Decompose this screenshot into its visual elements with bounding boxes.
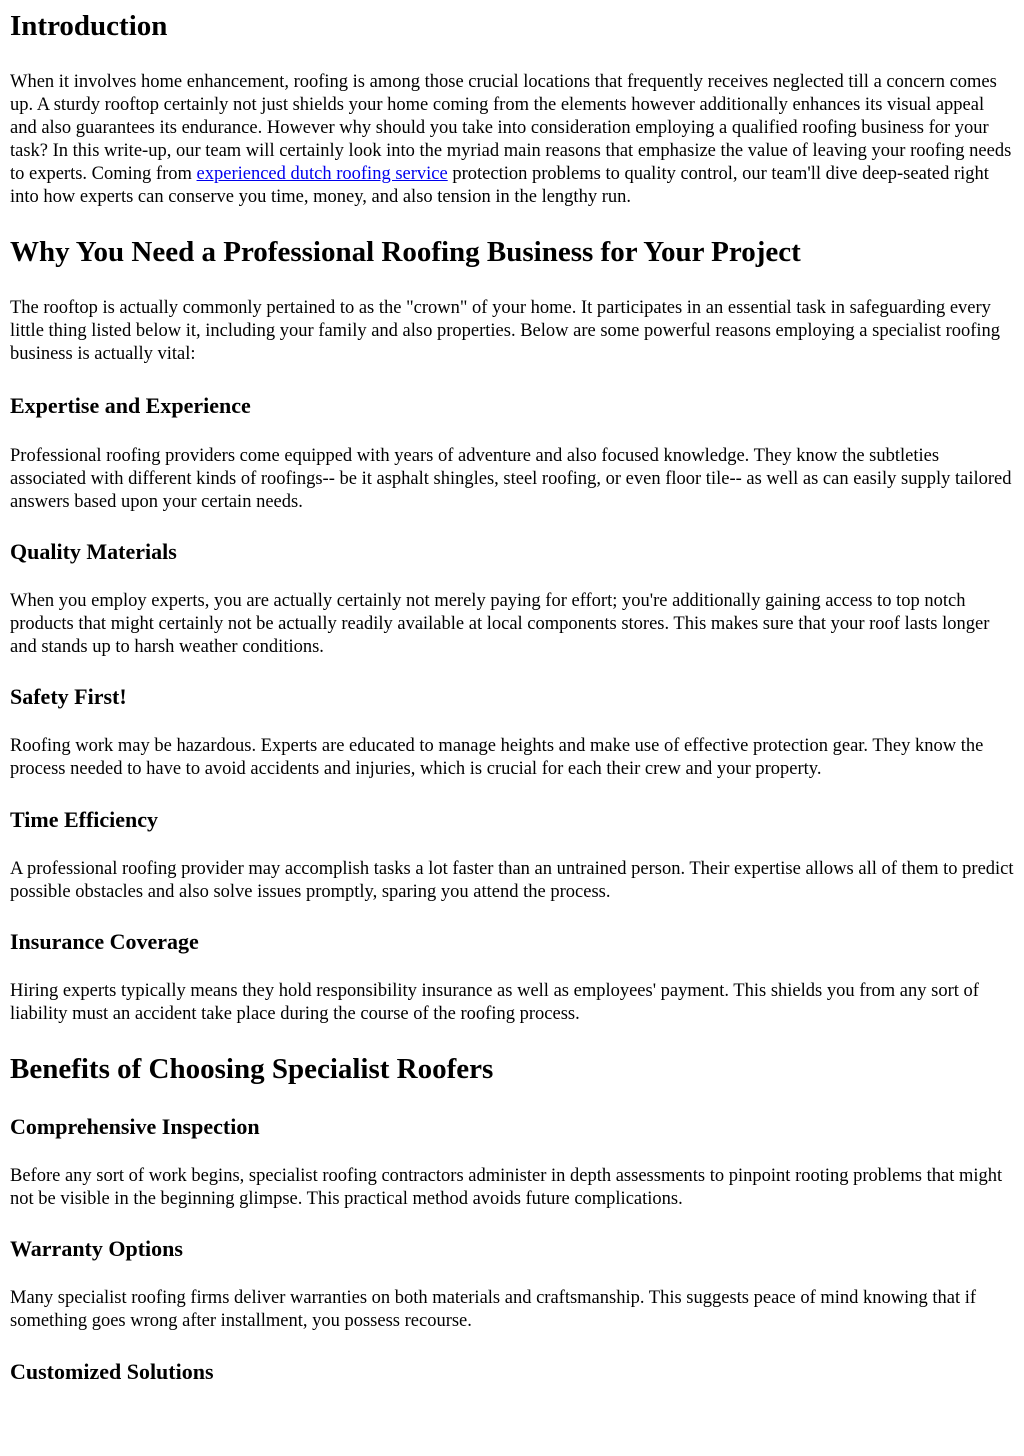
- paragraph-safety-first: Roofing work may be hazardous. Experts are educated to manage heights and make use of effective protection gear. They know the process needed to have to avoid accidents and injuries, which is crucial for each their crew and your property.: [10, 736, 984, 779]
- paragraph-time-efficiency: A professional roofing provider may accomplish tasks a lot faster than an untrained person. Their expertise allows all of them to predict possible obstacles and also solve issues promptly, sparing you attend the process.: [10, 859, 1014, 902]
- heading-why-you-need: Why You Need a Professional Roofing Business for Your Project: [10, 236, 801, 268]
- heading-warranty-options: Warranty Options: [10, 1236, 183, 1261]
- heading-insurance-coverage: Insurance Coverage: [10, 929, 199, 954]
- heading-expertise: Expertise and Experience: [10, 393, 251, 418]
- heading-customized-solutions: Customized Solutions: [10, 1359, 214, 1384]
- heading-benefits: Benefits of Choosing Specialist Roofers: [10, 1053, 494, 1085]
- experienced-dutch-roofing-service-link[interactable]: experienced dutch roofing service: [196, 164, 448, 184]
- paragraph-expertise: Professional roofing providers come equipped with years of adventure and also focused knowledge. They know the subtleties associated with different kinds of roofings-- be it asphalt shingles, steel roofing, or even floor tile-- as well as can easily supply tailored answers based upon your certain needs.: [10, 446, 1012, 512]
- paragraph-insurance-coverage: Hiring experts typically means they hold responsibility insurance as well as employees' payment. This shields you from any sort of liability must an accident take place during the course of the roofing process.: [10, 981, 979, 1024]
- heading-introduction: Introduction: [10, 10, 168, 42]
- intro-text-after-link: protection problems to quality control, our team'll dive deep-seated right into how experts can conserve you time, money, and also tension in the lengthy run.: [10, 164, 989, 207]
- intro-text-before-link: When it involves home enhancement, roofing is among those crucial locations that frequently receives neglected till a concern comes up. A sturdy rooftop certainly not just shields your home coming from the elements however additionally enhances its visual appeal and also guarantees its endurance. However why should you take into consideration employing a qualified roofing business for your task? In this write-up, our team will certainly look into the myriad main reasons that emphasize the value of leaving your roofing needs to experts. Coming from: [10, 72, 1012, 184]
- heading-safety-first: Safety First!: [10, 684, 127, 709]
- paragraph-quality-materials: When you employ experts, you are actually certainly not merely paying for effort; you're additionally gaining access to top notch products that might certainly not be actually readily available at local components stores. This makes sure that your roof lasts longer and stands up to harsh weather conditions.: [10, 591, 990, 657]
- paragraph-why-you-need: The rooftop is actually commonly pertained to as the "crown" of your home. It participates in an essential task in safeguarding every little thing listed below it, including your family and also properties. Below are some powerful reasons employing a specialist roofing business is actually vital:: [10, 298, 1001, 364]
- paragraph-introduction: [10, 71, 1014, 209]
- paragraph-warranty-options: Many specialist roofing firms deliver warranties on both materials and craftsmanship. This suggests peace of mind knowing that if something goes wrong after installment, you possess recourse.: [10, 1288, 977, 1331]
- heading-time-efficiency: Time Efficiency: [10, 807, 159, 832]
- article: [0, 10, 1024, 1385]
- heading-comprehensive-inspection: Comprehensive Inspection: [10, 1114, 260, 1139]
- paragraph-comprehensive-inspection: Before any sort of work begins, specialist roofing contractors administer in depth assessments to pinpoint rooting problems that might not be visible in the beginning glimpse. This practical method avoids future complications.: [10, 1166, 1003, 1209]
- heading-quality-materials: Quality Materials: [10, 539, 177, 564]
